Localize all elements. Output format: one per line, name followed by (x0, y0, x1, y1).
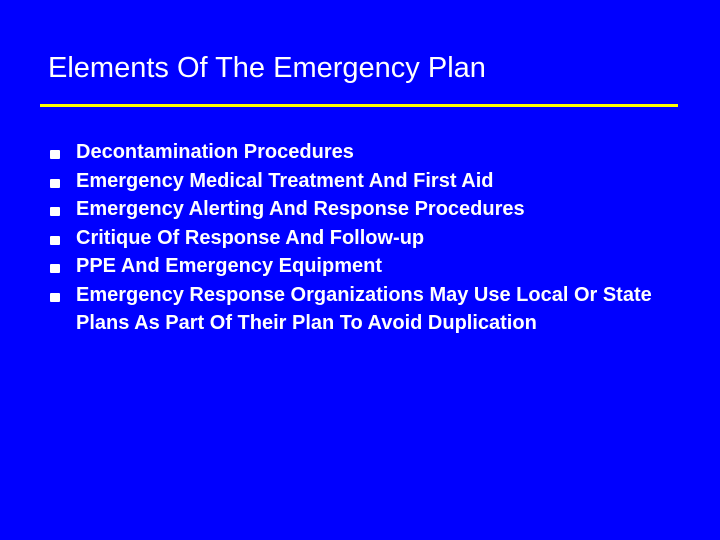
bullet-text: PPE And Emergency Equipment (76, 255, 382, 277)
square-bullet-icon (50, 179, 60, 188)
bullet-item-3 (48, 195, 688, 223)
square-bullet-icon (50, 150, 60, 159)
bullet-text: Emergency Response Organizations May Use Local Or State Plans As Part Of Their Plan To Avoid Duplication (76, 283, 652, 334)
bullet-text: Decontamination Procedures (76, 141, 354, 163)
bullet-item-2 (48, 167, 688, 195)
title-divider (40, 104, 678, 107)
square-bullet-icon (50, 293, 60, 302)
bullet-item-1 (48, 138, 688, 166)
bullet-text: Emergency Alerting And Response Procedures (76, 198, 525, 220)
bullet-item-6 (48, 281, 688, 337)
square-bullet-icon (50, 207, 60, 216)
square-bullet-icon (50, 264, 60, 273)
bullet-item-4 (48, 224, 688, 252)
bullet-text: Emergency Medical Treatment And First Aid (76, 169, 494, 192)
bullet-list (48, 138, 688, 337)
slide-title: Elements Of The Emergency Plan (48, 52, 486, 84)
square-bullet-icon (50, 236, 60, 245)
bullet-item-5 (48, 252, 688, 280)
bullet-text: Critique Of Response And Follow-up (76, 226, 425, 249)
